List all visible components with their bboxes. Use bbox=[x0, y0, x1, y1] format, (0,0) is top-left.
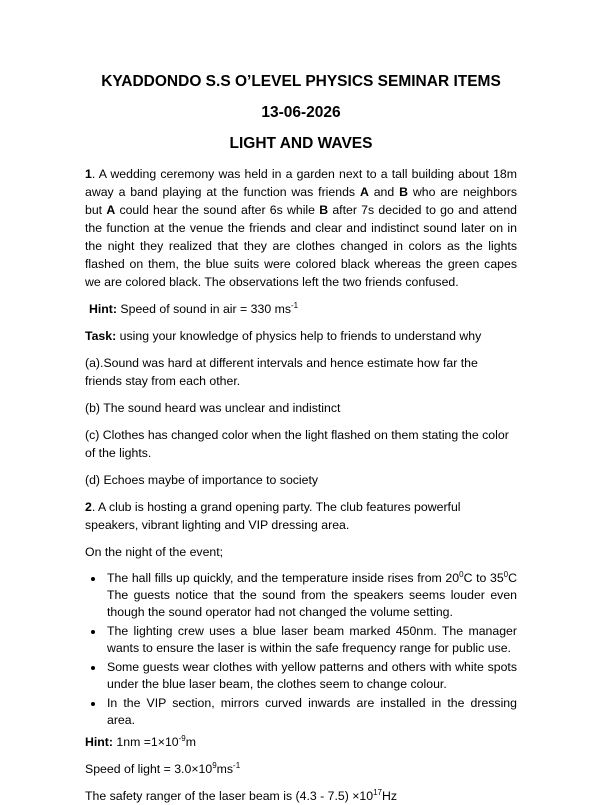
topic-title: LIGHT AND WAVES bbox=[229, 135, 373, 152]
question-1-part-d: (d) Echoes maybe of importance to society bbox=[85, 473, 319, 487]
question-1-text: 1. A wedding ceremony was held in a garden next to a tall building about 18m away a band playing at the function was friends A and B who are neighbors but A could hear the sound after 6s while B after 7s decided to go and attend the function at the venue the friends and clear and indistinct sound later on in the night they realized that they are clothes changed in colors as the lights flashed on them, the blue suits were colored black whereas the green capes we are colored black. The observations left the two friends confused. bbox=[85, 167, 517, 289]
question-1-part-a: (a).Sound was hard at different intervals and hence estimate how far the friends stay from each other. bbox=[85, 356, 478, 388]
speed-of-light: Speed of light = $3.0\times 10^9ms^{-1}$ bbox=[85, 760, 241, 776]
question-2-bullet-list bbox=[85, 570, 517, 729]
question-2-intro: 2. A club is hosting a grand opening party. The club features powerful speakers, vibrant lighting and VIP dressing area. bbox=[85, 500, 461, 532]
bullet-item-mirrors: • In the VIP section, mirrors curved inwards are installed in the dressing area. bbox=[105, 695, 517, 729]
bullet-item-clothes: • Some guests wear clothes with yellow patterns and others with white spots under the blue laser beam, the clothes seem to change colour. bbox=[105, 659, 517, 693]
question-1-task: Task: using your knowledge of physics help to friends to understand why bbox=[85, 329, 482, 343]
school-title: KYADDONDO S.S O’LEVEL PHYSICS SEMINAR ITEMS bbox=[101, 73, 501, 90]
question-1-part-b: (b) The sound heard was unclear and indistinct bbox=[85, 401, 341, 415]
laser-safety-range: The safety ranger of the laser beam is $(4.3 - 7.5) \times 10^{17}Hz$ bbox=[85, 787, 398, 803]
bullet-item-temperature: • The hall fills up quickly, and the temperature inside rises from $20^0C$ to $35^0C$ The guests notice that the sound from the speakers seems louder even though the sound operator had not changed the volume setting. bbox=[105, 570, 517, 621]
question-1-number: 1 bbox=[85, 167, 92, 181]
friend-b: B bbox=[399, 185, 409, 199]
question-2-night: On the night of the event; bbox=[85, 545, 224, 559]
question-1-hint: Hint: Speed of sound in air = 330 $ms^{-1}$ bbox=[89, 300, 299, 316]
question-2-number: 2 bbox=[85, 500, 92, 514]
question-1-part-c: (c) Clothes has changed color when the light flashed on them stating the color of the lights. bbox=[85, 428, 509, 460]
friend-a: A bbox=[359, 185, 369, 199]
bullet-item-laser: • The lighting crew uses a blue laser beam marked 450nm. The manager wants to ensure the laser is within the safe frequency range for public use. bbox=[105, 623, 517, 657]
question-2-hint: Hint: $1nm =1\times 10^{-9}m$ bbox=[85, 733, 197, 749]
seminar-date: 13-06-2026 bbox=[261, 104, 341, 121]
